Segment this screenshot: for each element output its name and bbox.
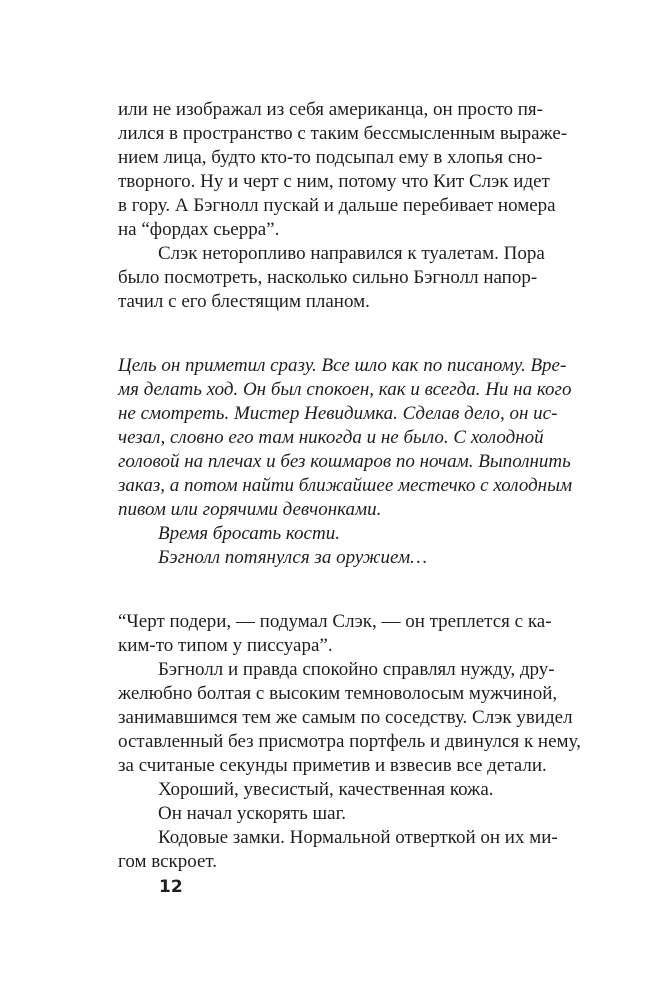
italic-text-line: чезал, словно его там никогда и не было. С холодной bbox=[118, 427, 544, 448]
text-line: было посмотреть, насколько сильно Бэгнолл напор- bbox=[118, 267, 538, 288]
italic-text-line: заказ, а потом найти ближайшее местечко с холодным bbox=[118, 475, 573, 496]
italic-text-line: пивом или горячими девчонками. bbox=[118, 499, 382, 520]
text-line: нием лица, будто кто-то подсыпал ему в хлопья сно- bbox=[118, 147, 543, 168]
text-line: на “фордах сьерра”. bbox=[118, 219, 280, 240]
text-line: желюбно болтая с высоким темноволосым мужчиной, bbox=[118, 683, 558, 704]
text-line: оставленный без присмотра портфель и двинулся к нему, bbox=[118, 731, 581, 752]
italic-text-line: головой на плечах и без кошмаров по ночам. Выполнить bbox=[118, 451, 571, 472]
text-line: лился в пространство с таким бессмысленным выраже- bbox=[118, 123, 568, 144]
text-line: гом вскроет. bbox=[118, 851, 218, 872]
text-line: ким-то типом у писсуара”. bbox=[118, 635, 333, 656]
text-line: творного. Ну и черт с ним, потому что Кит Слэк идет bbox=[118, 171, 550, 192]
paragraph-first-line: Хороший, увесистый, качественная кожа. bbox=[158, 779, 494, 800]
italic-text-line: не смотреть. Мистер Невидимка. Сделав дело, он ис- bbox=[118, 403, 558, 424]
paragraph-first-line: Слэк неторопливо направился к туалетам. Пора bbox=[158, 243, 545, 264]
paragraph-first-line: Он начал ускорять шаг. bbox=[158, 803, 346, 824]
text-line: “Черт подери, — подумал Слэк, — он треплется с ка- bbox=[118, 611, 552, 632]
text-line: занимавшимся тем же самым по соседству. Слэк увидел bbox=[118, 707, 573, 728]
paragraph-first-line: Бэгнолл и правда спокойно справлял нужду, дру- bbox=[158, 659, 555, 680]
italic-paragraph-line: Бэгнолл потянулся за оружием… bbox=[158, 547, 427, 568]
text-line: или не изображал из себя американца, он просто пя- bbox=[118, 99, 543, 120]
text-line: за считаные секунды приметив и взвесив все детали. bbox=[118, 755, 547, 776]
italic-text-line: Цель он приметил сразу. Все шло как по писаному. Вре- bbox=[118, 355, 567, 376]
italic-text-line: мя делать ход. Он был спокоен, как и всегда. Ни на кого bbox=[118, 379, 572, 400]
paragraph-first-line: Кодовые замки. Нормальной отверткой он их ми- bbox=[158, 827, 558, 848]
page-number: 12 bbox=[159, 877, 183, 897]
italic-paragraph-line: Время бросать кости. bbox=[158, 523, 340, 544]
text-line: тачил с его блестящим планом. bbox=[118, 291, 370, 312]
text-line: в гору. А Бэгнолл пускай и дальше перебивает номера bbox=[118, 195, 556, 216]
